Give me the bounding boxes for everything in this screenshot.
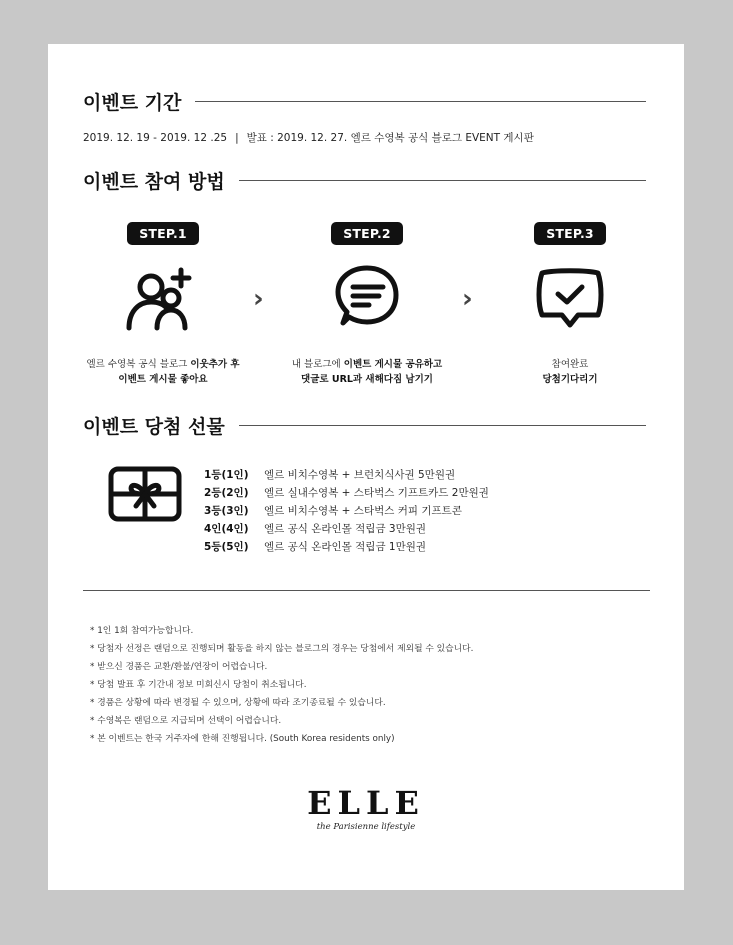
list-item <box>204 502 489 520</box>
caption-text: 참여완료 <box>551 359 589 370</box>
caption-text: 내 블로그에 <box>291 359 344 370</box>
prize-rank: 3등(3인) <box>204 505 249 517</box>
notice-item: * 경품은 상황에 따라 변경될 수 있으며, 상황에 따라 조기종료될 수 있습니다. <box>90 698 386 708</box>
event-card <box>48 44 684 890</box>
check-message-icon <box>530 265 610 335</box>
period-section-header <box>83 88 646 115</box>
gift-card-icon <box>108 466 182 522</box>
howto-title: 이벤트 참여 방법 <box>83 171 225 193</box>
prizes-title: 이벤트 당첨 선물 <box>83 416 225 438</box>
prize-rank: 5등(5인) <box>204 541 249 553</box>
chevron-right-icon: › <box>253 284 264 314</box>
period-separator: | <box>235 132 239 144</box>
prize-desc: 엘르 공식 온라인몰 적립금 3만원권 <box>264 523 427 535</box>
prize-list <box>204 466 489 556</box>
list-item <box>204 538 489 556</box>
chat-bubble-icon <box>327 265 407 335</box>
step-1 <box>68 222 258 387</box>
step-badge: STEP.2 <box>331 222 403 245</box>
notice-item: * 당첨자 선정은 랜덤으로 진행되며 활동을 하지 않는 블로그의 경우는 당첨에서 제외될 수 있습니다. <box>90 644 474 654</box>
prize-rank: 4인(4인) <box>204 523 249 535</box>
announcement-date: 발표 : 2019. 12. 27. 엘르 수영복 공식 블로그 EVENT 게시판 <box>246 132 534 144</box>
caption-bold: 당첨기다리기 <box>542 374 598 385</box>
notice-item: * 본 이벤트는 한국 거주자에 한해 진행됩니다. (South Korea residents only) <box>90 734 395 744</box>
period-title: 이벤트 기간 <box>83 92 182 114</box>
elle-logo <box>48 786 684 832</box>
list-item <box>204 466 489 484</box>
prize-desc: 엘르 비치수영복 + 스타벅스 커피 기프트콘 <box>264 505 462 517</box>
notice-item: * 수영복은 랜덤으로 지급되며 선택이 어렵습니다. <box>90 716 282 726</box>
prize-desc: 엘르 공식 온라인몰 적립금 1만원권 <box>264 541 427 553</box>
caption-text: 엘르 수영복 공식 블로그 <box>86 359 191 370</box>
add-user-icon <box>123 265 203 335</box>
notes-divider <box>83 590 650 591</box>
step-2 <box>272 222 462 387</box>
step-caption <box>68 357 258 387</box>
title-rule <box>239 180 646 181</box>
step-3 <box>475 222 665 387</box>
event-period <box>83 130 534 145</box>
period-range: 2019. 12. 19 - 2019. 12 .25 <box>83 132 228 144</box>
step-caption <box>272 357 462 387</box>
chevron-right-icon: › <box>462 284 473 314</box>
logo-wordmark: ELLE <box>307 784 425 822</box>
prize-desc: 엘르 실내수영복 + 스타벅스 기프트카드 2만원권 <box>264 487 489 499</box>
title-rule <box>195 101 646 102</box>
notice-item: * 받으신 경품은 교환/환불/연장이 어렵습니다. <box>90 662 268 672</box>
caption-bold: 이벤트 게시물 공유하고 <box>343 359 443 370</box>
step-badge: STEP.1 <box>127 222 199 245</box>
step-caption <box>475 357 665 387</box>
caption-bold: 댓글로 URL과 새해다짐 남기기 <box>301 374 433 385</box>
notice-item: * 당첨 발표 후 기간내 정보 미회신시 당첨이 취소됩니다. <box>90 680 307 690</box>
title-rule <box>239 425 646 426</box>
prize-rank: 1등(1인) <box>204 469 249 481</box>
notice-list <box>90 622 473 748</box>
caption-bold: 이벤트 게시물 좋아요 <box>118 374 208 385</box>
caption-bold: 이웃추가 후 <box>190 359 240 370</box>
list-item <box>204 520 489 538</box>
logo-tagline: the Parisienne lifestyle <box>316 822 416 832</box>
step-badge: STEP.3 <box>534 222 606 245</box>
prizes-section-header <box>83 412 646 439</box>
prize-desc: 엘르 비치수영복 + 브런치식사권 5만원권 <box>264 469 456 481</box>
list-item <box>204 484 489 502</box>
notice-item: * 1인 1회 참여가능합니다. <box>90 626 194 636</box>
howto-section-header <box>83 167 646 194</box>
prize-rank: 2등(2인) <box>204 487 249 499</box>
